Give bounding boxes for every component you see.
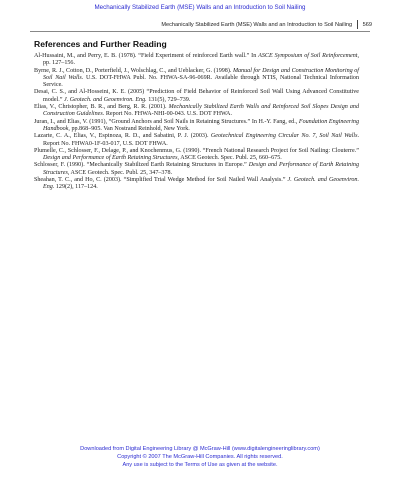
reference-text: Elias, V., Christopher, B. R., and Berg, R. R. (2001). (34, 104, 169, 111)
reference-text: , pp. 127–156. (43, 53, 359, 67)
running-head (161, 20, 372, 29)
running-head-title: Mechanically Stabilized Earth (MSE) Walls and an Introduction to Soil Nailing (161, 21, 353, 28)
reference-italic: J. Geotech. and Geoenviron. Eng. (43, 177, 360, 191)
footer-download-line[interactable]: Downloaded from Digital Engineering Library @ McGraw-Hill (www.digitalengineeringlibrary.com) (80, 446, 320, 452)
reference-italic: J. Geotech. and Geoenviron. Eng. (63, 96, 147, 103)
reference-text: . Report No. FHWA-NHI-00-043. U.S. DOT FHWA. (102, 111, 232, 118)
reference-italic: ASCE Symposium of Soil Reinforcement (258, 53, 358, 59)
reference-text: Byrne, R. J., Cotton, D., Porterfield, J., Wolschlag, C., and Ueblacker, G. (1998). (34, 67, 233, 74)
reference-entry (34, 162, 359, 177)
reference-entry (34, 53, 359, 68)
reference-entry (34, 104, 359, 119)
references-list (34, 53, 359, 192)
reference-italic: Design and Performance of Earth Retaining Structures (43, 155, 178, 162)
reference-entry (34, 89, 359, 104)
running-head-separator (357, 20, 358, 29)
reference-italic: Manual for Design and Construction Monitoring of Soil Nail Walls (43, 67, 359, 81)
reference-text: 129(2), 117–124. (54, 184, 98, 191)
reference-text: , ASCE Geotech. Spec. Publ. 25, 660–675. (177, 155, 282, 162)
top-banner: Mechanically Stabilized Earth (MSE) Walls and an Introduction to Soil Nailing (94, 4, 306, 11)
reference-italic: Mechanically Stabilized Earth Walls and Reinforced Soil Slopes Design and Construction Guidelines (43, 104, 359, 118)
reference-entry (34, 177, 359, 192)
header-rule (30, 31, 370, 32)
reference-italic: Design and Performance of Earth Retaining Structures (43, 162, 359, 176)
reference-italic: Foundation Engineering Handbook (43, 118, 359, 132)
reference-entry (34, 68, 359, 90)
reference-text: . Report No. FHWA0-1F-03-017, U.S. DOT FHWA. (43, 133, 359, 147)
reference-text: , pp.868–905. Van Nostrand Reinhold, New York. (68, 125, 190, 132)
reference-text: , ASCE Geotech. Spec. Publ. 25, 347–378. (67, 169, 173, 176)
reference-italic: Geotechnical Engineering Circular No. 7, Soil Nail Walls (210, 133, 358, 140)
reference-text: . U.S. DOT-FHWA Publ. No. FHWA-SA-96-069R. Available through NTIS, National Technical Information Service. (43, 74, 359, 89)
reference-entry (34, 148, 359, 163)
footer-copyright-line[interactable]: Copyright © 2007 The McGraw-Hill Companies. All rights reserved. (117, 453, 283, 460)
reference-text: Juran, I., and Elias, V. (1991), “Ground Anchors and Soil Nails in Retaining Structures.” In H.-Y. Fang, ed., (34, 118, 299, 125)
reference-entry (34, 119, 359, 134)
reference-text: 131(5), 729–739. (146, 96, 191, 103)
footer (0, 446, 400, 469)
reference-text: Schlosser, F. (1990). “Mechanically Stabilized Earth Retaining Structures in Europe.” (34, 162, 249, 169)
reference-text: Al-Hussaini, M., and Perry, E. B. (1978). “Field Experiment of reinforced Earth wall.” In (34, 53, 259, 59)
reference-text: Desai, C. S., and Al-Hosseini, K. E. (2005) “Prediction of Field Behavior of Reinforced Soil Wall Using Advanced Constitutive model.” (34, 89, 359, 103)
reference-entry (34, 133, 359, 148)
reference-text: Plumelle, C., Schlosser, F., Delage, P., and Knochenmus, G. (1990). “French National Research Project for Soil Nailing: Clouterre.” (34, 147, 359, 154)
reference-text: Lazarte, C. A., Elias, V., Espinoza, R. D., and Sabatini, P. J. (2003). (34, 133, 211, 140)
page-number: 569 (362, 21, 372, 28)
reference-text: Sheahan, T. C., and Ho, C. (2003). “Simplified Trial Wedge Method for Soil Nailed Wall Analysis.” (34, 177, 288, 184)
section-heading: References and Further Reading (34, 39, 167, 49)
footer-terms-line[interactable]: Any use is subject to the Terms of Use as given at the website. (122, 461, 278, 468)
